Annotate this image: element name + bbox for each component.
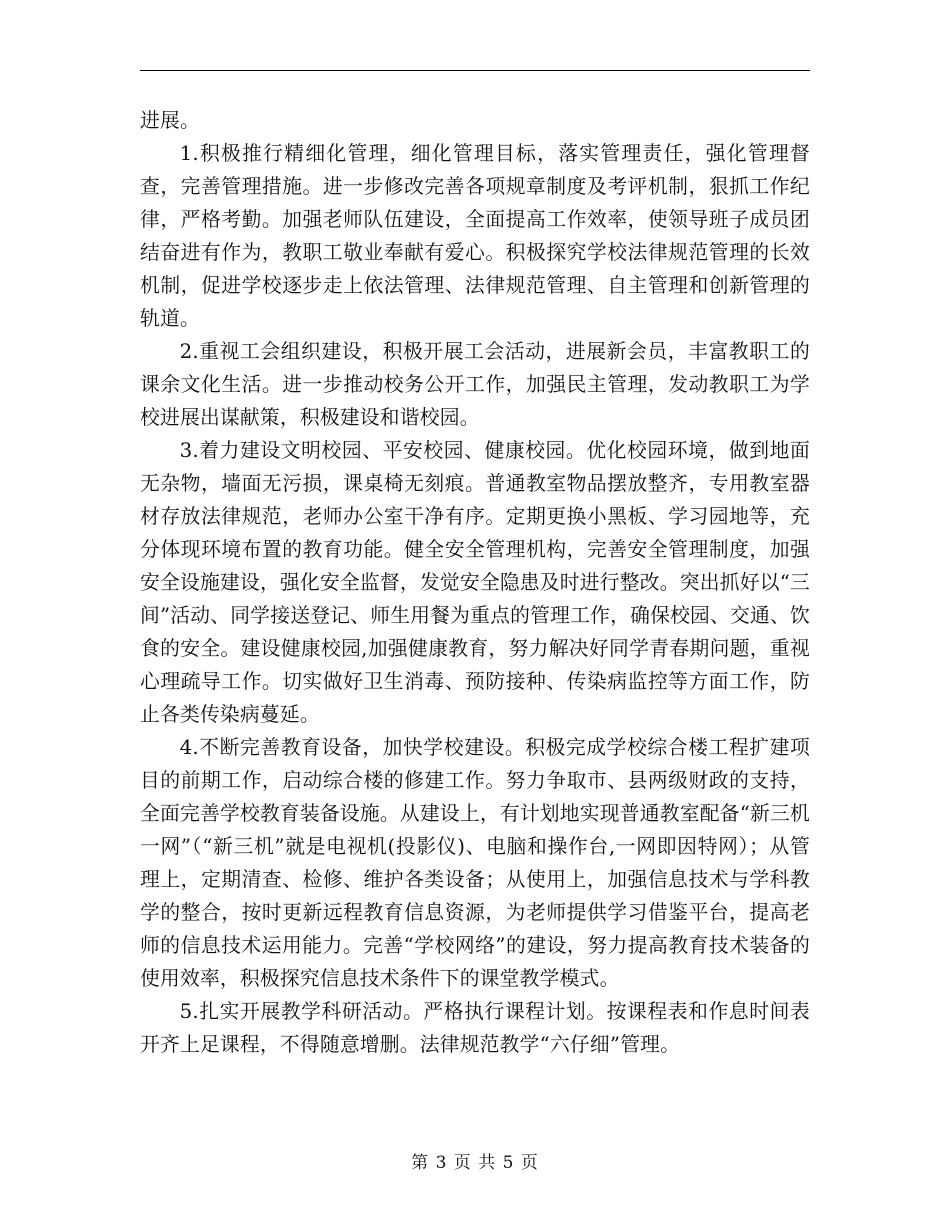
paragraph-item-1: 1.积极推行精细化管理，细化管理目标，落实管理责任，强化管理督查，完善管理措施。进一步修改完善各项规章制度及考评机制，狠抓工作纪律，严格考勤。加强老师队伍建设，全面提高工作效率，使领导班子成员团结奋进有作为，教职工敬业奉献有爱心。积极探究学校法律规范管理的长效机制，促进学校逐步走上依法管理、法律规范管理、自主管理和创新管理的轨道。 (140, 142, 810, 330)
document-body (140, 104, 810, 1061)
paragraph-item-2: 2.重视工会组织建设，积极开展工会活动，进展新会员，丰富教职工的课余文化生活。进一步推动校务公开工作，加强民主管理，发动教职工为学校进展出谋献策，积极建设和谐校园。 (140, 340, 810, 429)
header-rule (140, 70, 810, 71)
paragraph-item-4: 4.不断完善教育设备，加快学校建设。积极完成学校综合楼工程扩建项目的前期工作，启动综合楼的修建工作。努力争取市、县两级财政的支持，全面完善学校教育装备设施。从建设上，有计划地实现普通教室配备“新三机一网”（“新三机”就是电视机(投影仪)、电脑和操作台,一网即因特网）；从管理上，定期清查、检修、维护各类设备；从使用上，加强信息技术与学科教学的整合，按时更新远程教育信息资源，为老师提供学习借鉴平台，提高老师的信息技术运用能力。完善“学校网络”的建设，努力提高教育技术装备的使用效率，积极探究信息技术条件下的课堂教学模式。 (140, 736, 810, 990)
page-number-footer: 第 3 页 共 5 页 (411, 1153, 539, 1173)
paragraph-item-3: 3.着力建设文明校园、平安校园、健康校园。优化校园环境，做到地面无杂物，墙面无污损，课桌椅无刻痕。普通教室物品摆放整齐，专用教室器材存放法律规范，老师办公室干净有序。定期更换小黑板、学习园地等，充分体现环境布置的教育功能。健全安全管理机构，完善安全管理制度，加强安全设施建设，强化安全监督，发觉安全隐患及时进行整改。突出抓好以“三间”活动、同学接送登记、师生用餐为重点的管理工作，确保校园、交通、饮食的安全。建设健康校园,加强健康教育，努力解决好同学青春期问题，重视心理疏导工作。切实做好卫生消毒、预防接种、传染病监控等方面工作，防止各类传染病蔓延。 (140, 439, 810, 726)
paragraph-item-5: 5.扎实开展教学科研活动。严格执行课程计划。按课程表和作息时间表开齐上足课程，不得随意增删。法律规范教学“六仔细”管理。 (140, 1000, 810, 1056)
paragraph-continuation: 进展。 (140, 109, 200, 132)
